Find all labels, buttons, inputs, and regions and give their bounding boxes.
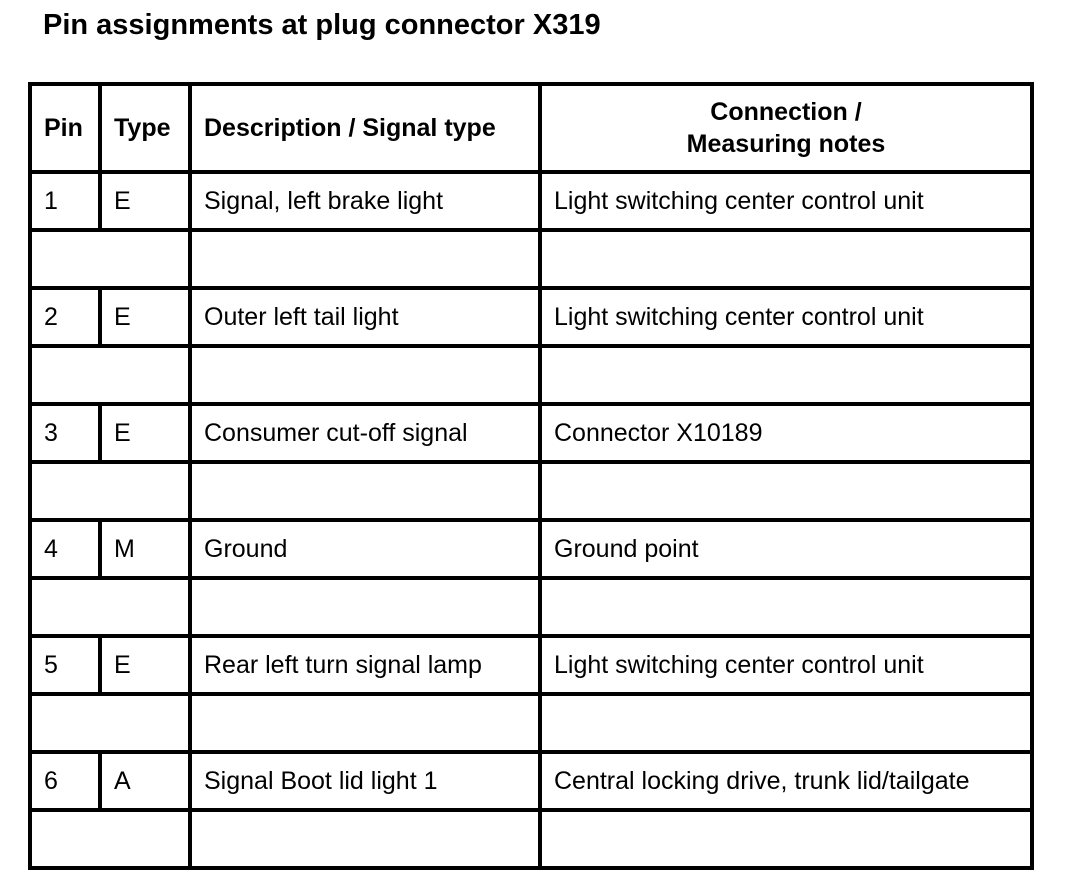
table-row [30, 752, 1032, 810]
spacer-cell [190, 578, 540, 636]
connection-cell: Light switching center control unit [540, 172, 1032, 230]
pin-cell: 5 [30, 636, 100, 694]
connection-cell: Connector X10189 [540, 404, 1032, 462]
spacer-cell [190, 810, 540, 868]
spacer-cell [190, 694, 540, 752]
description-cell: Signal, left brake light [190, 172, 540, 230]
spacer-cell [190, 230, 540, 288]
header-type: Type [100, 84, 190, 172]
spacer-cell [540, 694, 1032, 752]
spacer-cell [190, 346, 540, 404]
table-row [30, 520, 1032, 578]
description-cell: Consumer cut-off signal [190, 404, 540, 462]
header-description: Description / Signal type [190, 84, 540, 172]
spacer-cell [30, 346, 190, 404]
spacer-row [30, 346, 1032, 404]
connection-cell: Light switching center control unit [540, 288, 1032, 346]
pin-cell: 3 [30, 404, 100, 462]
type-cell: E [100, 404, 190, 462]
description-cell: Rear left turn signal lamp [190, 636, 540, 694]
header-connection [540, 84, 1032, 172]
pin-cell: 6 [30, 752, 100, 810]
spacer-cell [540, 230, 1032, 288]
type-cell: M [100, 520, 190, 578]
spacer-row [30, 462, 1032, 520]
connection-cell: Central locking drive, trunk lid/tailgate [540, 752, 1032, 810]
type-cell: E [100, 288, 190, 346]
type-cell: E [100, 172, 190, 230]
type-cell: E [100, 636, 190, 694]
table-row [30, 636, 1032, 694]
connection-cell: Light switching center control unit [540, 636, 1032, 694]
spacer-cell [30, 694, 190, 752]
pin-cell: 2 [30, 288, 100, 346]
spacer-row [30, 694, 1032, 752]
pin-assignment-table [28, 82, 1034, 870]
spacer-cell [540, 810, 1032, 868]
spacer-row [30, 230, 1032, 288]
table-row [30, 172, 1032, 230]
table-row [30, 404, 1032, 462]
header-row [30, 84, 1032, 172]
spacer-cell [540, 578, 1032, 636]
pin-cell: 1 [30, 172, 100, 230]
page-title: Pin assignments at plug connector X319 [43, 9, 601, 41]
spacer-cell [30, 462, 190, 520]
spacer-cell [30, 810, 190, 868]
spacer-row [30, 810, 1032, 868]
connection-cell: Ground point [540, 520, 1032, 578]
header-connection-line2: Measuring notes [686, 130, 886, 158]
type-cell: A [100, 752, 190, 810]
spacer-cell [30, 230, 190, 288]
spacer-cell [30, 578, 190, 636]
description-cell: Outer left tail light [190, 288, 540, 346]
spacer-cell [540, 462, 1032, 520]
spacer-cell [190, 462, 540, 520]
header-connection-line1: Connection / [710, 98, 862, 126]
pin-cell: 4 [30, 520, 100, 578]
header-pin: Pin [30, 84, 100, 172]
spacer-cell [540, 346, 1032, 404]
table-row [30, 288, 1032, 346]
spacer-row [30, 578, 1032, 636]
description-cell: Ground [190, 520, 540, 578]
description-cell: Signal Boot lid light 1 [190, 752, 540, 810]
